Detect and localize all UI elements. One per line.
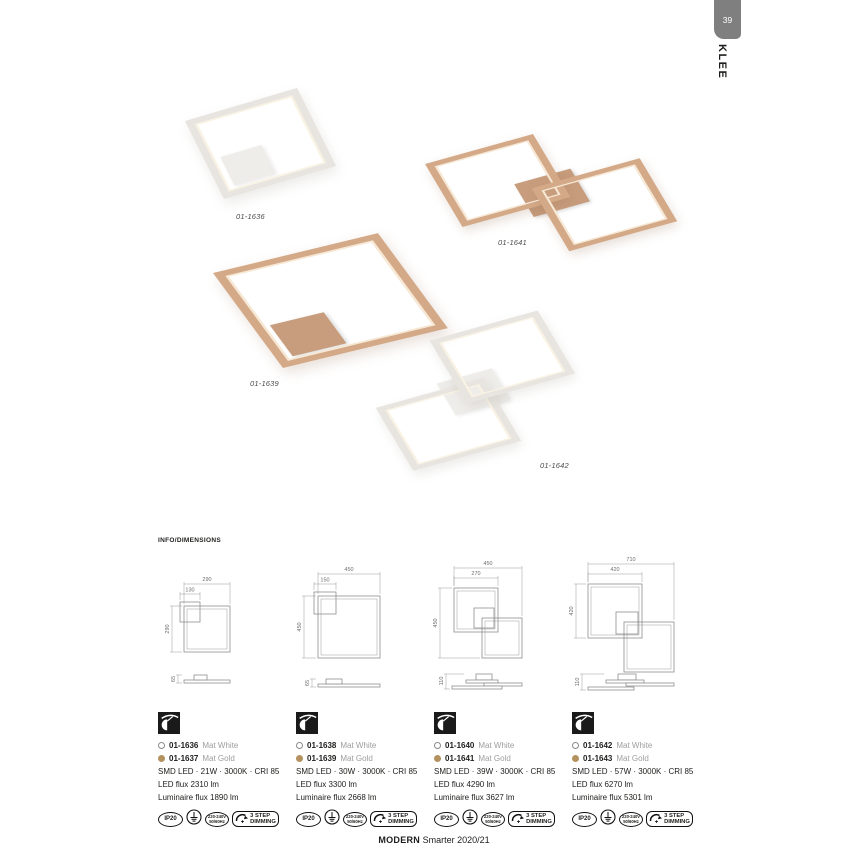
footer-brand: MODERN	[378, 835, 421, 845]
page-number: 39	[722, 14, 733, 25]
frequency-line: 50/60Hz	[209, 819, 225, 824]
svg-text:110: 110	[439, 676, 445, 686]
frequency-line: 50/60Hz	[347, 819, 363, 824]
variant-row	[434, 739, 572, 752]
product-photo-01-1636	[185, 88, 336, 199]
finish-name: Mat Gold	[340, 754, 373, 763]
led-spec: SMD LED · 21W · 3000K · CRI 85	[158, 767, 280, 776]
product-code: 01-1643	[583, 754, 613, 763]
certification-badges	[296, 810, 434, 828]
dimming-line2: DIMMING	[388, 819, 414, 825]
series-name: KLEE	[716, 44, 728, 80]
certification-badges	[572, 810, 710, 828]
footer	[0, 835, 868, 845]
svg-text:420: 420	[610, 567, 620, 573]
dimming-label	[526, 813, 552, 825]
frequency-line: 50/60Hz	[485, 819, 501, 824]
svg-text:110: 110	[575, 677, 581, 687]
led-flux: LED flux 3300 lm	[296, 780, 357, 789]
finish-dot-gold	[572, 755, 579, 762]
svg-text:450: 450	[344, 567, 354, 573]
photo-label: 01-1639	[250, 379, 279, 388]
photo-label: 01-1642	[540, 461, 569, 470]
svg-text:450: 450	[297, 622, 303, 632]
dimmer-curve-icon	[373, 811, 386, 827]
certification-badges	[434, 810, 572, 828]
luminaire-flux: Luminaire flux 1890 lm	[158, 793, 239, 802]
svg-text:270: 270	[471, 571, 481, 577]
light-frame	[213, 233, 448, 368]
product-code: 01-1642	[583, 741, 613, 750]
voltage-badge	[205, 812, 229, 827]
voltage-line: 220-240V	[345, 814, 365, 819]
ground-class-icon	[600, 809, 616, 829]
product-photo-01-1641	[425, 112, 677, 273]
svg-text:450: 450	[483, 561, 493, 567]
dimmer-curve-icon	[235, 811, 248, 827]
svg-text:150: 150	[320, 577, 330, 584]
finish-dot-gold	[434, 755, 441, 762]
variant-row	[572, 739, 710, 752]
dimension-diagram-4	[564, 550, 702, 710]
dimming-badge	[232, 811, 279, 827]
dimming-line2: DIMMING	[664, 819, 690, 825]
voltage-badge	[481, 812, 505, 827]
luminaire-flux: Luminaire flux 5301 lm	[572, 793, 653, 802]
finish-dot-white	[434, 742, 441, 749]
dimension-diagram-3	[426, 550, 564, 710]
product-code: 01-1639	[307, 754, 337, 763]
finish-dot-white	[158, 742, 165, 749]
certification-badges	[158, 810, 296, 828]
luminaire-flux: Luminaire flux 3627 lm	[434, 793, 515, 802]
section-heading: INFO/DIMENSIONS	[158, 537, 222, 544]
ceiling-mount-icon	[434, 712, 456, 734]
ip-rating-badge: IP20	[296, 812, 321, 827]
finish-dot-gold	[158, 755, 165, 762]
photo-label: 01-1636	[236, 212, 265, 221]
spec-col-2	[296, 712, 434, 828]
finish-name: Mat Gold	[202, 754, 235, 763]
dimming-badge	[508, 811, 555, 827]
finish-name: Mat White	[202, 741, 239, 750]
ground-class-icon	[186, 809, 202, 829]
led-flux: LED flux 4290 lm	[434, 780, 495, 789]
ip-rating-badge: IP20	[572, 812, 597, 827]
spec-col-1	[158, 712, 296, 828]
finish-name: Mat Gold	[478, 754, 511, 763]
dimming-label	[250, 813, 276, 825]
finish-name: Mat Gold	[616, 754, 649, 763]
svg-text:450: 450	[433, 618, 439, 628]
frequency-line: 50/60Hz	[623, 819, 639, 824]
dimming-badge	[370, 811, 417, 827]
product-code: 01-1637	[169, 754, 199, 763]
dimension-diagram-1	[150, 550, 288, 710]
luminaire-flux: Luminaire flux 2668 lm	[296, 793, 377, 802]
variant-row	[434, 752, 572, 765]
dimension-diagrams	[150, 550, 702, 710]
voltage-badge	[619, 812, 643, 827]
light-frame	[185, 88, 336, 199]
finish-dot-white	[296, 742, 303, 749]
photo-label: 01-1641	[498, 238, 527, 247]
svg-text:65: 65	[171, 675, 177, 683]
dimming-line2: DIMMING	[526, 819, 552, 825]
variant-row	[572, 752, 710, 765]
dimming-line1: 3 STEP	[664, 813, 685, 819]
svg-text:290: 290	[165, 624, 171, 634]
dimming-badge	[646, 811, 693, 827]
dimming-line1: 3 STEP	[250, 813, 271, 819]
svg-text:420: 420	[569, 606, 575, 616]
led-spec: SMD LED · 57W · 3000K · CRI 85	[572, 767, 694, 776]
ground-class-icon	[462, 809, 478, 829]
spec-col-3	[434, 712, 572, 828]
led-spec: SMD LED · 30W · 3000K · CRI 85	[296, 767, 418, 776]
finish-dot-gold	[296, 755, 303, 762]
product-code: 01-1640	[445, 741, 475, 750]
dimmer-curve-icon	[649, 811, 662, 827]
svg-text:290: 290	[202, 577, 212, 583]
variant-row	[158, 739, 296, 752]
product-code: 01-1641	[445, 754, 475, 763]
spec-col-4	[572, 712, 710, 828]
ceiling-mount-icon	[296, 712, 318, 734]
footer-text: Smarter 2020/21	[422, 835, 490, 845]
voltage-badge	[343, 812, 367, 827]
product-specs	[158, 712, 710, 828]
svg-text:65: 65	[305, 679, 311, 687]
ip-rating-badge: IP20	[434, 812, 459, 827]
product-photo-01-1639	[213, 233, 448, 368]
dimmer-curve-icon	[511, 811, 524, 827]
dimming-line2: DIMMING	[250, 819, 276, 825]
dimming-label	[388, 813, 414, 825]
ceiling-mount-icon	[158, 712, 180, 734]
ceiling-mount-icon	[572, 712, 594, 734]
voltage-line: 220-240V	[621, 814, 641, 819]
dimming-label	[664, 813, 690, 825]
finish-name: Mat White	[478, 741, 515, 750]
ip-rating-badge: IP20	[158, 812, 183, 827]
product-code: 01-1636	[169, 741, 199, 750]
ground-class-icon	[324, 809, 340, 829]
svg-text:710: 710	[626, 557, 636, 563]
dimming-line1: 3 STEP	[388, 813, 409, 819]
voltage-line: 220-240V	[207, 814, 227, 819]
svg-text:130: 130	[185, 587, 195, 594]
voltage-line: 220-240V	[483, 814, 503, 819]
variant-row	[296, 739, 434, 752]
led-flux: LED flux 6270 lm	[572, 780, 633, 789]
dimension-diagram-2	[288, 550, 426, 710]
led-spec: SMD LED · 39W · 3000K · CRI 85	[434, 767, 556, 776]
finish-name: Mat White	[616, 741, 653, 750]
finish-name: Mat White	[340, 741, 377, 750]
variant-row	[296, 752, 434, 765]
variant-row	[158, 752, 296, 765]
led-flux: LED flux 2310 lm	[158, 780, 219, 789]
page-number-tab	[714, 0, 741, 39]
product-code: 01-1638	[307, 741, 337, 750]
finish-dot-white	[572, 742, 579, 749]
dimming-line1: 3 STEP	[526, 813, 547, 819]
